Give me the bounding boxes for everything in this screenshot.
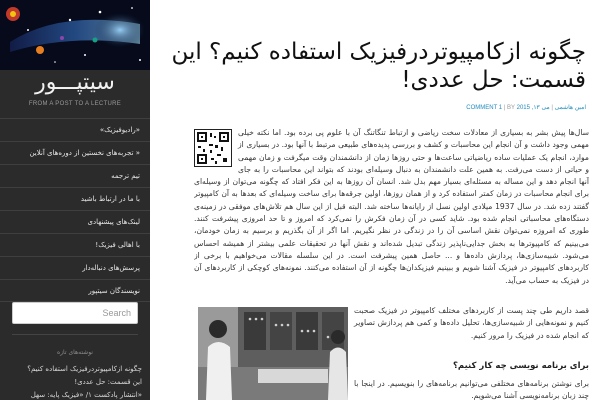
widget-divider bbox=[12, 334, 138, 335]
comment-count: 1 bbox=[498, 105, 503, 111]
sidebar bbox=[0, 0, 150, 400]
sidebar-item-suggested-links[interactable]: لینک‌های پیشنهادی bbox=[0, 210, 150, 233]
sidebar-item-online-courses[interactable]: « تجربه‌های نخستین از دوره‌های آنلاین bbox=[0, 141, 150, 164]
post-subheading: برای برنامه نویسی چه کار کنیم؟ bbox=[452, 361, 589, 371]
sidebar-item-contact[interactable]: با ما در ارتباط باشید bbox=[0, 187, 150, 210]
by-label: BY bbox=[507, 105, 515, 111]
post-paragraph: برای نوشتن برنامه‌های مختلفی می‌توانیم برنامه‌های را بنویسیم. در اینجا با چند زبان برنامه‌نویسی آشنا می‌شویم. bbox=[354, 379, 589, 400]
sidebar-item-radiophysics[interactable]: «رادیوفیزیک» bbox=[0, 118, 150, 141]
comment-link[interactable] bbox=[466, 105, 502, 111]
meta-separator: | bbox=[503, 105, 506, 111]
sidebar-item-physics-people[interactable]: با اهالی فیزیک! bbox=[0, 233, 150, 256]
meta-separator: | bbox=[551, 105, 553, 111]
site-title[interactable]: سیتپـــور bbox=[35, 70, 115, 95]
header-banner-image[interactable] bbox=[0, 0, 150, 70]
post-paragraph: قصد داریم طی چند پست از کاربردهای مختلف کامپیوتر در فیزیک صحبت کنیم و نمونه‌هایی از شبیه‌سازی‌ها، تحلیل داده‌ها و کمی هم پردازش تصاویر که انجام شده در فیزیک را مرور کنیم. bbox=[354, 306, 589, 340]
recent-post-link[interactable]: چگونه ازکامپیوتردرفیزیک استفاده کنیم؟ bbox=[27, 365, 142, 373]
search-input[interactable] bbox=[12, 302, 138, 324]
post-meta bbox=[168, 104, 586, 111]
sidebar-menu bbox=[0, 118, 150, 302]
recent-posts-title: نوشته‌های تازه bbox=[57, 349, 93, 356]
qr-code-icon bbox=[194, 129, 232, 167]
recent-post-link[interactable]: این قسمت: حل عددی! bbox=[74, 378, 142, 386]
historic-computer-photo[interactable] bbox=[198, 307, 348, 400]
comment-label: COMMENT bbox=[466, 105, 498, 111]
post-title[interactable]: چگونه ازکامپیوتردرفیزیک استفاده کنیم؟ این قسمت: حل عددی! bbox=[171, 39, 586, 93]
post-paragraph bbox=[194, 127, 589, 297]
recent-post-link[interactable]: «انتشار پادکست ۱/ «فیزیک پایه: سهل bbox=[30, 391, 142, 399]
post-paragraph-text: سال‌ها پیش بشر به بسیاری از معادلات سخت ریاضی و ارتباط تنگاتنگ آن با علوم پی برده بود. اما نکته خیلی مهمی وجود داشت و آن انجام این محاسبات و کشف و بررسی پدیده‌های طبیعی مرتبط با آنها بود. در بسیاری از موارد، انجام یک عملیات ساده ریاضیاتی ساعت‌ها و حتی روزها زمان از دانشمندان وقت میگرفت و زمان مهمی و حیاتی از دست می‌رفت. به همین علت دانشمندان به دنبال وسیله‌ای بودند که بتواند این محاسبات را به جای آنها انجام دهد و این مساله به مسئله‌ای بسیار مهم بدل شد. انسان آن روزها به این فکر افتاد که چگونه می‌توان از وسیله‌ای برای انجام محاسبات در زمان کمتر استفاده کرد و از همان روزها، اولین جرقه‌ها برای ساخت وسیله‌ای که بعدها به آن کامپیوتر گفتند زده شد. در سال 1937 میلادی اولین نسل از رایانه‌ها ساخته شد. البته قبل از این سال هم تلاش‌های موفقی در زمینه‌ی دستگاه‌های محاسباتی انجام شده بود. شاید کسی در آن زمان فکرش را نمی‌کرد که امروز و تا حد امروزی پیشرفت کنند. طوری که امروزه نمی‌توان نقش اساسی آن را در زندگی در نظر نگیریم. اما اگر از آن بگذریم و برسیم به زمان خودمان، می‌بینیم که کامپیوترها به بخش جدایی‌ناپذیر زندگی تبدیل شده‌اند و نقش آنها در تحقیقات علمی بیشتر از همیشه احساس می‌شود. شبیه‌سازی‌ها، پردازش داده‌ها و ... حاصل همین پیشرفت است. در این سلسله مقالات می‌خواهیم با برخی از کاربردهای کامپیوتر در فیزیک آشنا شویم و ببینیم فیزیکدان‌ها چگونه از آن استفاده می‌کنند. نمونه‌های کوچکی از کاربردهای آن در فیزیک به حساب می‌آید. bbox=[194, 128, 589, 285]
post-date[interactable]: می ۱۳, 2015 bbox=[516, 105, 550, 111]
recent-posts-list bbox=[0, 363, 150, 400]
site-tagline: FROM A POST TO A LECTURE bbox=[28, 101, 122, 107]
sidebar-item-series-questions[interactable]: پرسش‌های دنباله‌دار bbox=[0, 256, 150, 279]
galaxy-illustration bbox=[0, 0, 150, 70]
author-link[interactable]: امین هاشمی bbox=[554, 105, 586, 111]
sidebar-item-authors[interactable]: نویسندگان سیتپور bbox=[0, 279, 150, 302]
sidebar-item-translation-team[interactable]: تیم ترجمه bbox=[0, 164, 150, 187]
main-content bbox=[150, 0, 600, 400]
